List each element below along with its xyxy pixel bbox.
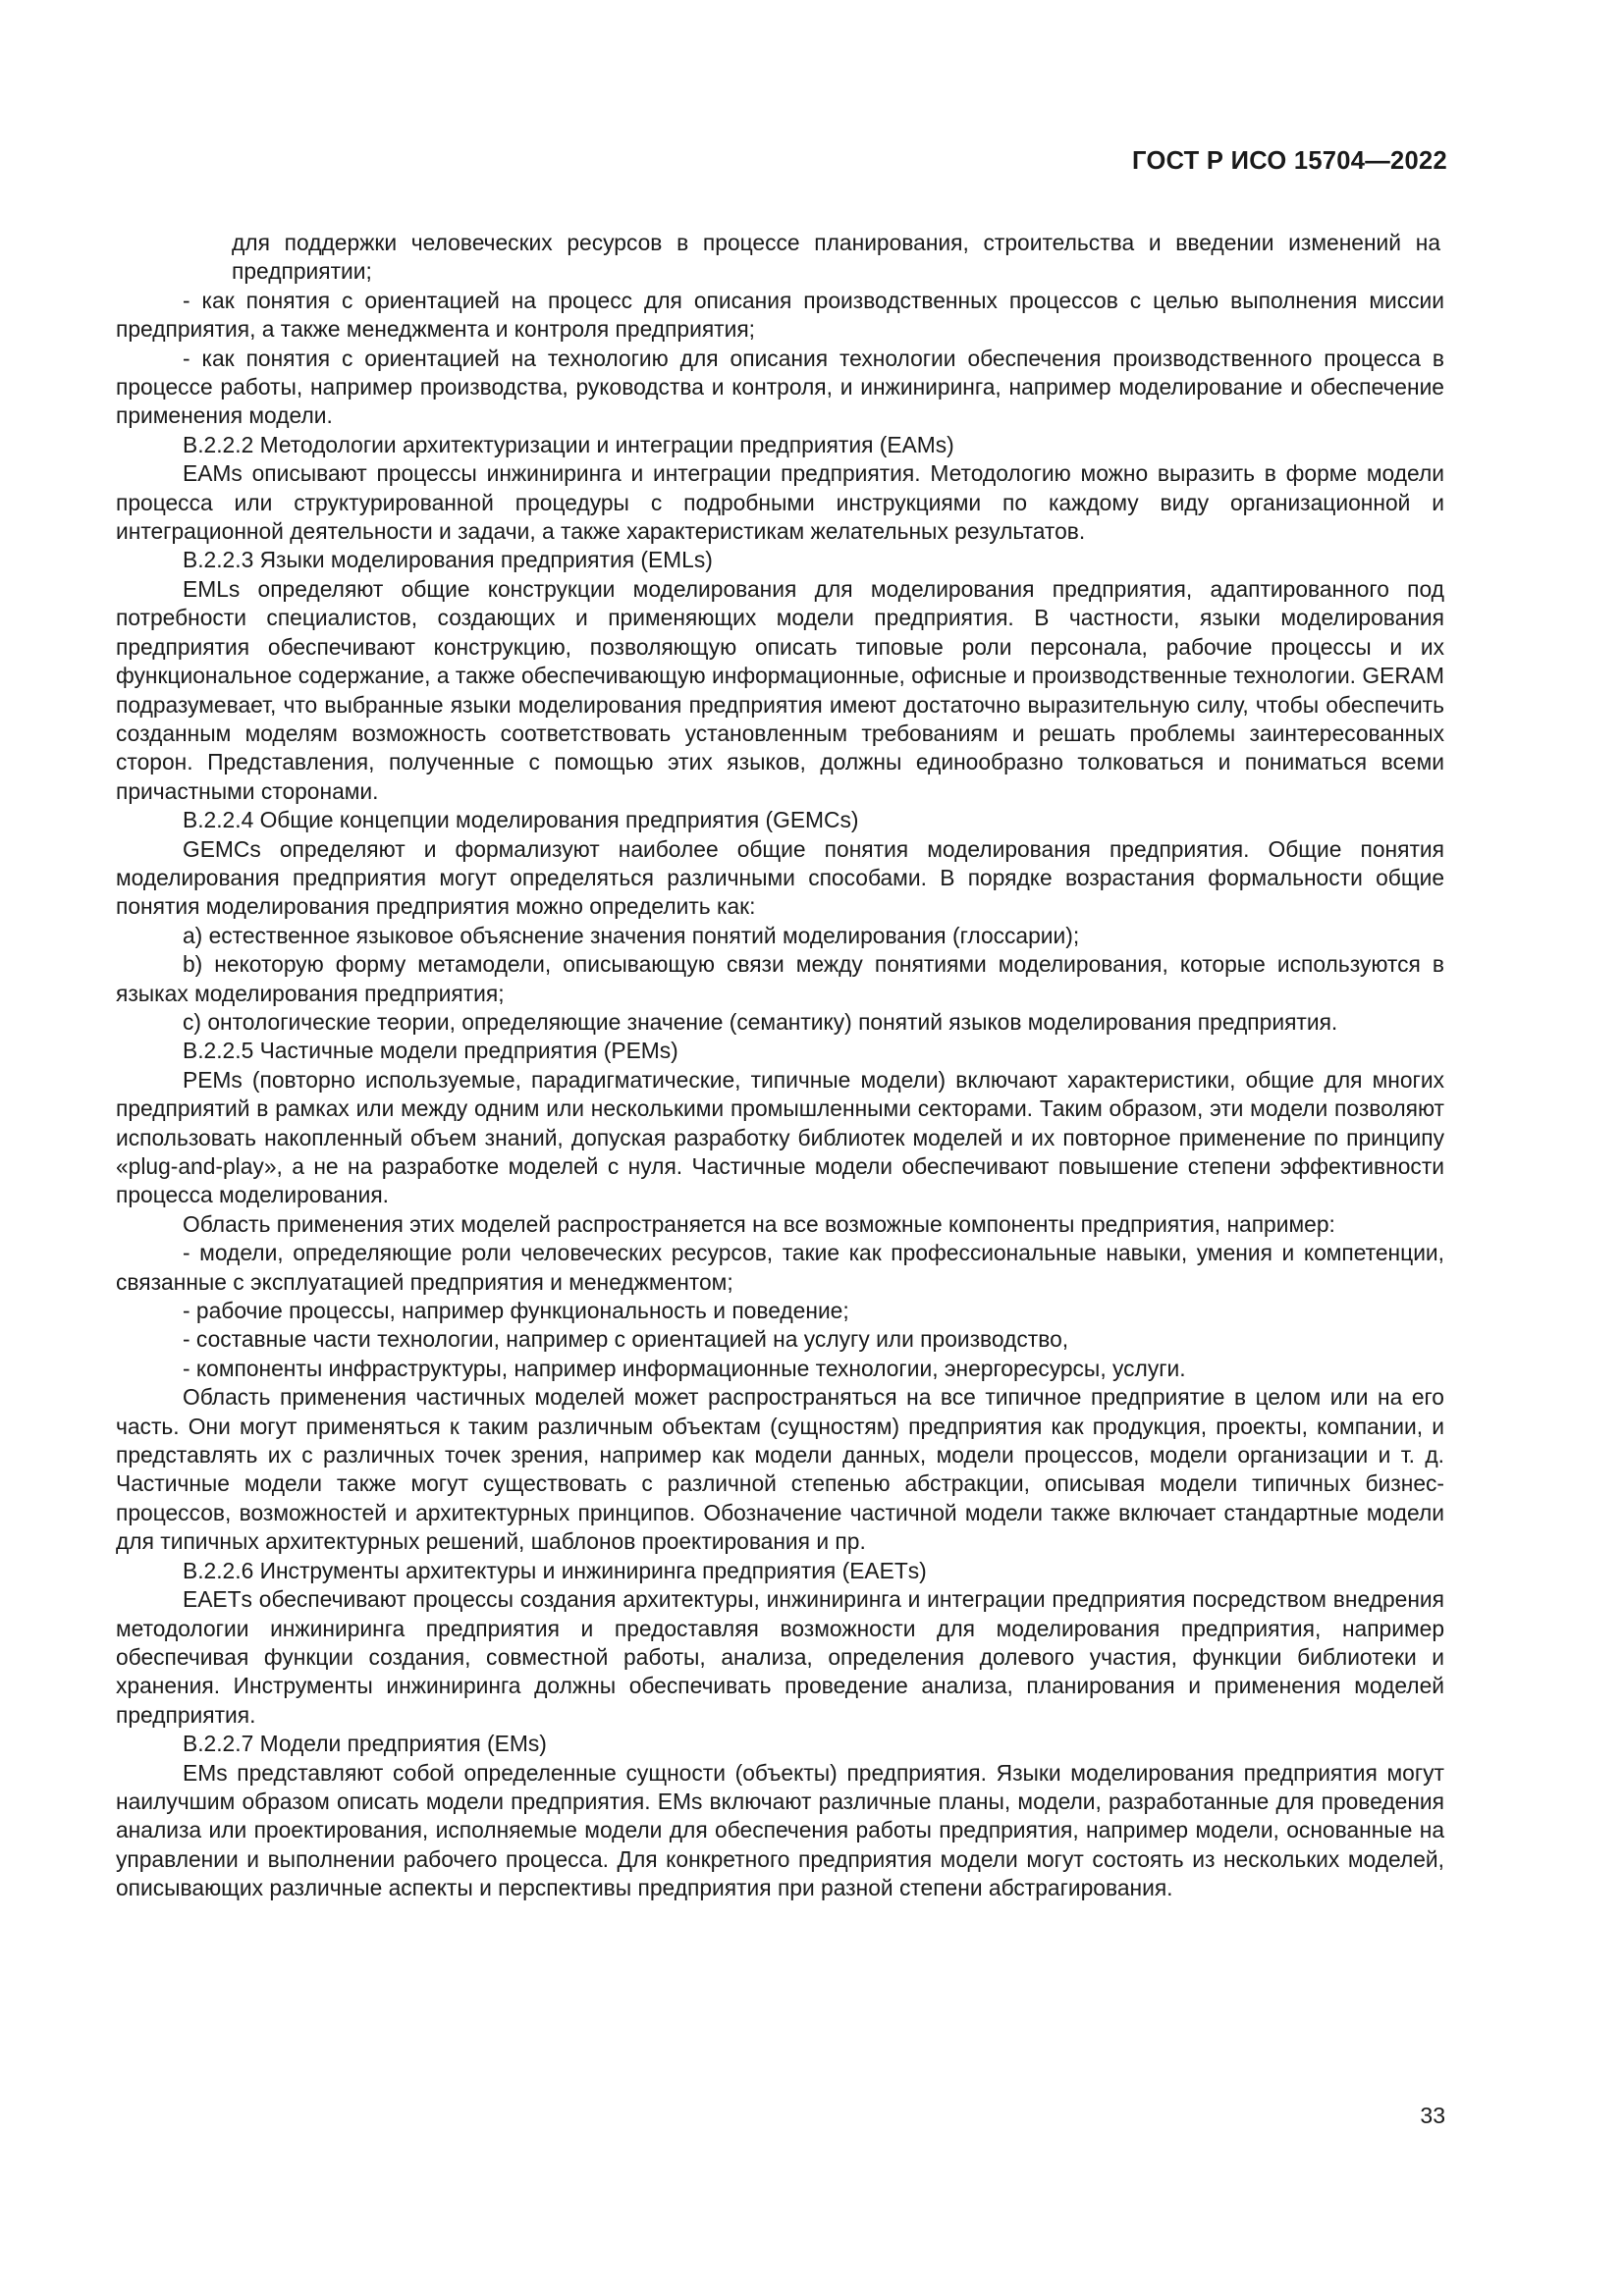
list-item: b) некоторую форму метамодели, описывающую связи между понятиями моделирования, которые используются в языках моделирования предприятия; bbox=[116, 951, 1444, 1006]
paragraph: ЕАЕТs обеспечивают процессы создания архитектуры, инжиниринга и интеграции предприятия посредством внедрения методологии инжиниринга предприятия и предоставляя возможности для моделирования предприятия, например обеспечивая функции создания, совместной работы, анализа, определения долевого участия, функции библиотеки и хранения. Инструменты инжиниринга должны обеспечивать проведение анализа, планирования и применения моделей предприятия. bbox=[116, 1586, 1444, 1728]
list-item: - как понятия с ориентацией на технологию для описания технологии обеспечения производственного процесса в процессе работы, например производства, руководства и контроля, и инжиниринга, например моделирование и обеспечение применения модели. bbox=[116, 345, 1444, 429]
section-heading: В.2.2.2 Методологии архитектуризации и интеграции предприятия (ЕАМs) bbox=[183, 431, 954, 457]
list-item: - компоненты инфраструктуры, например информационные технологии, энергоресурсы, услуги. bbox=[183, 1355, 1186, 1381]
page-number: 33 bbox=[1420, 2103, 1445, 2128]
list-item: - рабочие процессы, например функциональность и поведение; bbox=[183, 1298, 849, 1324]
section-heading: В.2.2.3 Языки моделирования предприятия (ЕМLs) bbox=[183, 547, 713, 573]
page-header: ГОСТ Р ИСО 15704—2022 bbox=[1132, 147, 1447, 175]
list-item: - как понятия с ориентацией на процесс для описания производственных процессов с целью выполнения миссии предприятия, а также менеджмента и контроля предприятия; bbox=[116, 287, 1444, 343]
section-heading: В.2.2.7 Модели предприятия (ЕМs) bbox=[183, 1731, 547, 1757]
list-item: с) онтологические теории, определяющие значение (семантику) понятий языков моделирования предприятия. bbox=[183, 1008, 1338, 1035]
list-item: - составные части технологии, например с ориентацией на услугу или производство, bbox=[183, 1326, 1069, 1353]
paragraph: ЕМLs определяют общие конструкции моделирования для моделирования предприятия, адаптированного под потребности специалистов, создающих и применяющих модели предприятия. В частности, языки моделирования предприятия обеспечивают конструкцию, позволяющую описать типовые роли персонала, рабочие процессы и их функциональное содержание, а также обеспечивающую информационные, офисные и производственные технологии. GERAM подразумевает, что выбранные языки моделирования предприятия имеют достаточно выразительную силу, чтобы обеспечить созданным моделям возможность соответствовать установленным требованиям и решать проблемы заинтересованных сторон. Представления, полученные с помощью этих языков, должны единообразно толковаться и пониматься всеми причастными сторонами. bbox=[116, 575, 1444, 804]
document-body bbox=[116, 229, 1444, 1903]
paragraph: ЕМs представляют собой определенные сущности (объекты) предприятия. Языки моделирования предприятия могут наилучшим образом описать модели предприятия. ЕМs включают различные планы, модели, разработанные для проведения анализа или проектирования, исполняемые модели для обеспечения работы предприятия, например модели, основанные на управлении и выполнении рабочего процесса. Для конкретного предприятия модели могут состоять из нескольких моделей, описывающих различные аспекты и перспективы предприятия при разной степени абстрагирования. bbox=[116, 1759, 1444, 1901]
list-item: а) естественное языковое объяснение значения понятий моделирования (глоссарии); bbox=[183, 922, 1080, 948]
section-heading: В.2.2.4 Общие концепции моделирования предприятия (GEMCs) bbox=[183, 807, 859, 833]
paragraph: ЕАМs описывают процессы инжиниринга и интеграции предприятия. Методологию можно выразить в форме модели процесса или структурированной процедуры с подробными инструкциями по каждому виду организационной и интеграционной деятельности и задачи, а также характеристикам желательных результатов. bbox=[116, 460, 1444, 545]
paragraph: РЕМs (повторно используемые, парадигматические, типичные модели) включают характеристики, общие для многих предприятий в рамках или между одним или несколькими промышленными секторами. Таким образом, эти модели позволяют использовать накопленный объем знаний, допуская разработку библиотек моделей и их повторное применение по принципу «plug-and-play», а не на разработке моделей с нуля. Частичные модели обеспечивают повышение степени эффективности процесса моделирования. bbox=[116, 1066, 1444, 1208]
paragraph: Область применения этих моделей распространяется на все возможные компоненты предприятия, например: bbox=[183, 1210, 1335, 1237]
paragraph: GEMCs определяют и формализуют наиболее общие понятия моделирования предприятия. Общие понятия моделирования предприятия могут определяться различными способами. В порядке возрастания формальности общие понятия моделирования предприятия можно определить как: bbox=[116, 835, 1444, 920]
section-heading: В.2.2.5 Частичные модели предприятия (РЕМs) bbox=[183, 1038, 678, 1064]
list-item: - модели, определяющие роли человеческих ресурсов, такие как профессиональные навыки, умения и компетенции, связанные с эксплуатацией предприятия и менеджментом; bbox=[116, 1240, 1444, 1295]
section-heading: В.2.2.6 Инструменты архитектуры и инжиниринга предприятия (ЕАЕТs) bbox=[183, 1557, 927, 1583]
paragraph: Область применения частичных моделей может распространяться на все типичное предприятие в целом или на его часть. Они могут применяться к таким различным объектам (сущностям) предприятия как продукция, проекты, компании, и представлять их с различных точек зрения, например как модели данных, модели процессов, модели организации и т. д. Частичные модели также могут существовать с различной степенью абстракции, описывая модели типичных бизнес-процессов, возможностей и архитектурных принципов. Обозначение частичной модели также включает стандартные модели для типичных архитектурных решений, шаблонов проектирования и пр. bbox=[116, 1384, 1444, 1555]
paragraph: для поддержки человеческих ресурсов в процессе планирования, строительства и введении изменений на предприятии; bbox=[232, 230, 1440, 285]
